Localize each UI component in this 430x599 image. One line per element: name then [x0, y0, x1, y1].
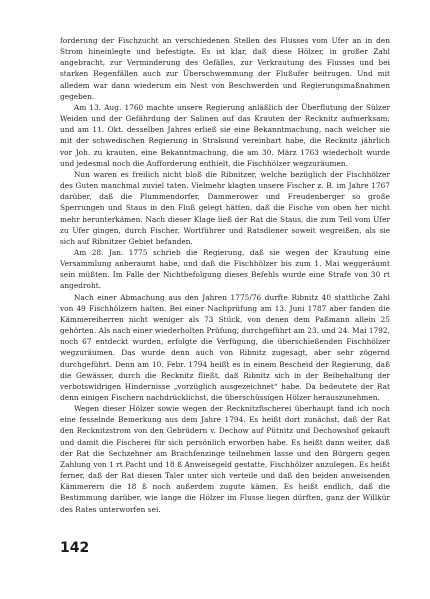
page-number: 142 [60, 540, 90, 556]
paragraph-5: Nach einer Abmachung aus den Jahren 1775/76 durfte Ribnitz 40 stattliche Zahl von 49 Fischhölzern halten. Bei einer Nachprüfung am 13. Juni 1787 aber fanden die Kämmereiherren nicht weniger als 73 Stück, von denen dem Paßmann allein 25 gehörten. Als nach einer wiederholten Prüfung, durchgeführt am 23. und 24. Mai 1792, noch 67 entdeckt wurden, erfolgte die Verfügung, die überschießenden Fischhölzer wegzuräumen. Das wurde denn auch von Ribnitz zugesagt, aber sehr zögernd durchgeführt. Denn am 10. Febr. 1794 heißt es in einem Bescheid der Regierung, daß die Gewässer, durch die Recknitz fließt, daß Ribnitz sich in der Beibehaltung der verbotswidrigen Hindernisse „vorzüglich ausgezeichnet“ habe. Da bedeutete der Rat denn einigen Fischern nachdrücklichst, die überschüssigen Hölzer herauszunehmen. [60, 292, 390, 402]
body-text [60, 35, 390, 515]
paragraph-1: forderung der Fischzucht an verschiedenen Stellen des Flusses vom Ufer an in den Strom hineinlegte und befestigte. Es ist klar, daß diese Hölzer, in großer Zahl angebracht, zur Verminderung des Gefälles, zur Verkrautung des Flusses und bei starken Regenfällen auch zur Überschwemmung der Flußufer beitrugen. Und mit alledem war dann wiederum ein Nest von Beschwerden und Regierungsmaßnahmen gegeben. [60, 36, 390, 101]
paragraph-2: Am 13. Aug. 1760 machte unsere Regierung anläßlich der Überflutung der Sülzer Weiden und der Gefährdung der Salinen auf das Krauten der Recknitz aufmerksam; und am 11. Okt. desselben Jahres erließ sie eine Bekanntmachung, nach welcher sie mit der schwedischen Regierung in Stralsund vereinbart habe, die Recknitz jährlich vor Joh. zu krauten, eine Bekanntmachung, die am 30. März 1763 wiederholt wurde und jedesmal noch die Aufforderung enthielt, die Fischhölzer wegzuräumen. [60, 102, 390, 168]
paragraph-3: Nun waren es freilich nicht bloß die Ribnitzer, welche bezüglich der Fischhölzer des Guten manchmal zuviel taten. Vielmehr klagten unsere Fischer z. B. im Jahre 1767 darüber, daß die Plummendorfer, Dammerower und Freudenberger so große Sperrungen und Staus in den Fluß gelegt hätten, daß die Fische von oben her nicht mehr herunterkämen. Nach dieser Klage ließ der Rat die Staus, die zum Teil vom Ufer zu Ufer gingen, durch Fischer, Wortführer und Ratsdiener soweit wegreißen, als sie sich auf Ribnitzer Gebiet befanden. [60, 169, 390, 246]
paragraph-4: Am 28. Jan. 1775 schrieb die Regierung, daß sie wegen der Krautung eine Versammlung anberaumt habe, und daß die Fischhölzer bis zum 1. Mai weggeräumt sein müßten. Im Falle der Nichtbefolgung dieses Befehls wurde eine Strafe von 30 rt angedroht. [60, 247, 390, 291]
paragraph-6: Wegen dieser Hölzer sowie wegen der Recknitzfischerei überhaupt fand ich noch eine fesselnde Bemerkung aus dem Jahre 1794. Es heißt dort zunächst, daß der Rat den Recknitzstrom von den Gebrüdern v. Dechow auf Pütnitz und Dechowshof gekauft und damit die Fischerei für sich persönlich erworben habe. Es heißt dann weiter, daß der Rat die Sechzehner am Brachfenzinge teilnehmen lasse und den Bürgern gegen Zahlung von 1 rt Pacht und 18 ß Anweisegeld gestatte, Fischhölzer anzulegen. Es heißt ferner, daß der Rat diesen Taler unter sich verteile und daß den beiden anweisenden Kämmerern die 18 ß noch außerdem zugute kämen. Es heißt endlich, daß die Bestimmung darüber, wie lange die Hölzer im Flusse liegen dürften, ganz der Willkür des Rates unterworfen sei. [60, 404, 390, 514]
